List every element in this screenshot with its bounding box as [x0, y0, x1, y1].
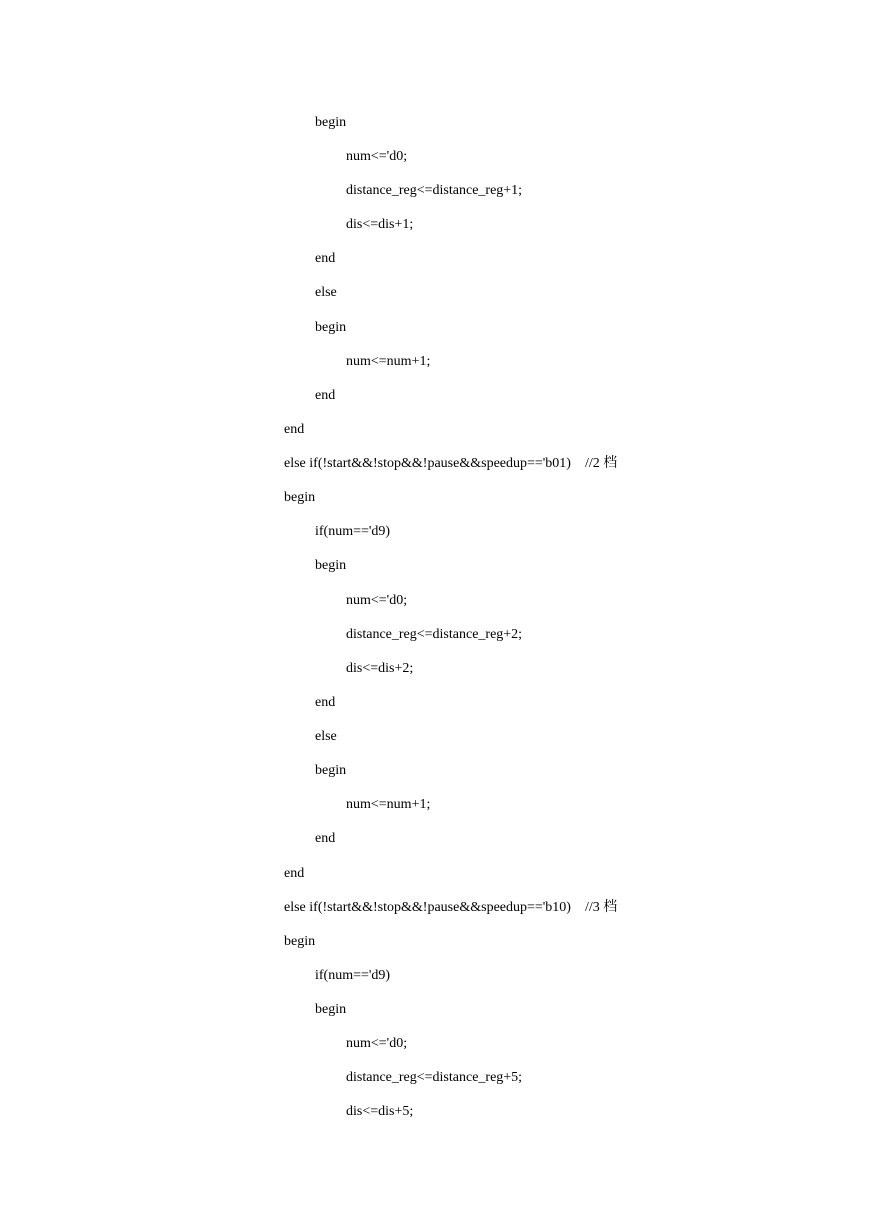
code-line: else	[315, 729, 337, 744]
code-line: dis<=dis+5;	[346, 1104, 414, 1119]
code-line: num<='d0;	[346, 1036, 408, 1051]
code-line: if(num=='d9)	[315, 968, 391, 983]
code-line: end	[284, 422, 305, 437]
code-line: begin	[315, 1002, 347, 1017]
code-line: num<=num+1;	[346, 354, 431, 369]
code-line	[284, 899, 617, 917]
code-line: distance_reg<=distance_reg+5;	[346, 1070, 523, 1085]
code-line: end	[315, 695, 336, 710]
code-line: distance_reg<=distance_reg+2;	[346, 627, 523, 642]
code-line: num<=num+1;	[346, 797, 431, 812]
code-line: dis<=dis+2;	[346, 661, 414, 676]
code-text: else if(!start&&!stop&&!pause&&speedup=='b01)	[284, 456, 571, 471]
code-line: end	[315, 251, 336, 266]
code-line: num<='d0;	[346, 149, 408, 164]
code-comment: //2 档	[584, 456, 618, 471]
code-line: distance_reg<=distance_reg+1;	[346, 183, 523, 198]
code-line: end	[284, 866, 305, 881]
code-line: begin	[284, 934, 316, 949]
code-line: else	[315, 285, 337, 300]
code-line: if(num=='d9)	[315, 524, 391, 539]
code-line: begin	[315, 115, 347, 130]
code-comment: //3 档	[584, 900, 618, 915]
code-line	[284, 455, 617, 473]
code-line: dis<=dis+1;	[346, 217, 414, 232]
code-line: begin	[315, 763, 347, 778]
code-line: begin	[315, 320, 347, 335]
code-line: begin	[315, 558, 347, 573]
code-line: end	[315, 388, 336, 403]
code-line: end	[315, 831, 336, 846]
code-line: num<='d0;	[346, 593, 408, 608]
code-line: begin	[284, 490, 316, 505]
code-text: else if(!start&&!stop&&!pause&&speedup=='b10)	[284, 900, 571, 915]
